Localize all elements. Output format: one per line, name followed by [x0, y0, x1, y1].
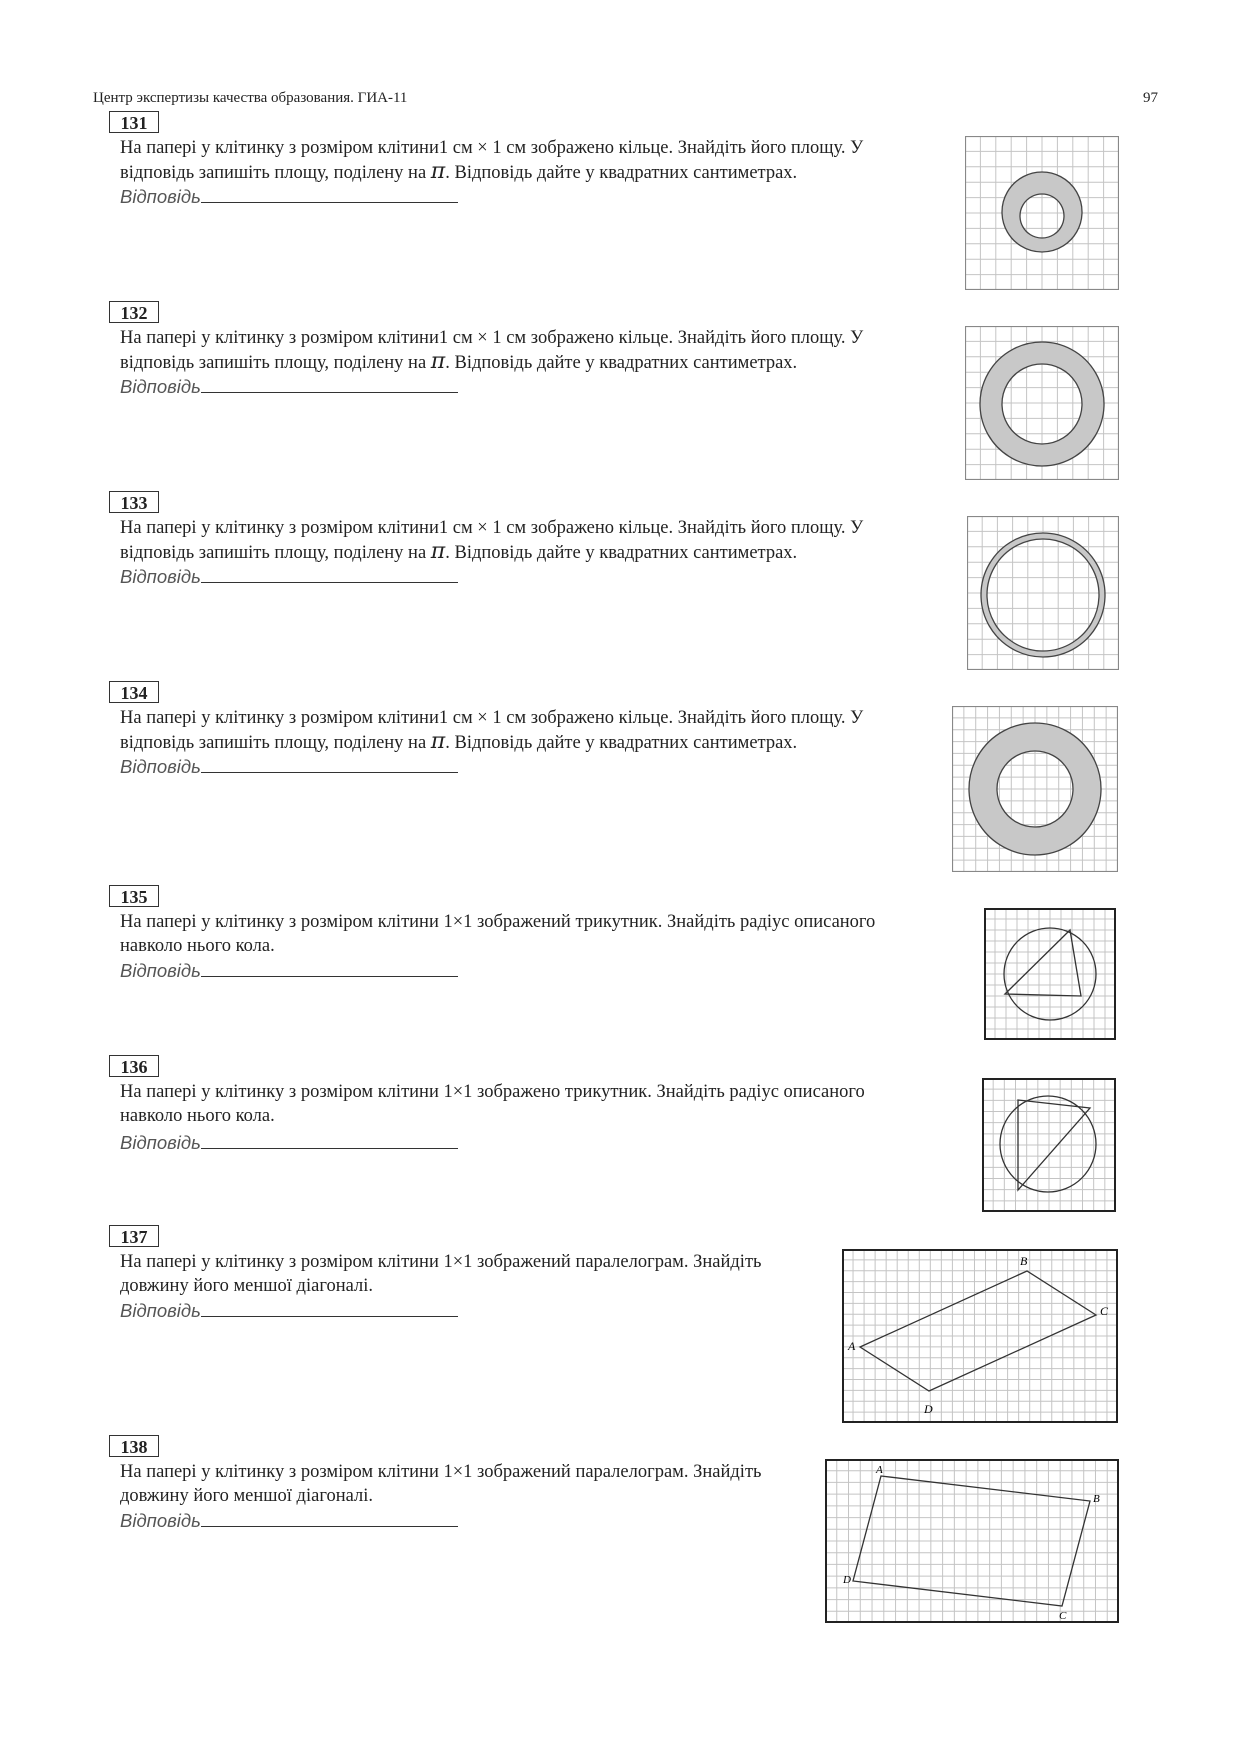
task-line-1: На папері у клітинку з розміром клітини1 см × 1 см зображено кільце. Знайдіть його площу. У: [120, 138, 864, 158]
vertex-label-c: C: [1059, 1610, 1067, 1622]
answer-label: Відповідь: [120, 960, 201, 981]
answer-field[interactable]: [120, 754, 458, 778]
answer-blank[interactable]: [201, 958, 458, 977]
page-number: 97: [1143, 90, 1158, 106]
task-number: 131: [109, 111, 159, 133]
answer-label: Відповідь: [120, 1300, 201, 1321]
task-line-1: На папері у клітинку з розміром клітини 1×1 зображений трикутник. Знайдіть радіус описаного: [120, 912, 876, 932]
answer-label: Відповідь: [120, 376, 201, 397]
vertex-label-b: B: [1093, 1493, 1100, 1505]
ring-figure-131: [965, 136, 1119, 290]
pi-symbol: π: [430, 159, 446, 184]
task-text: [120, 1250, 761, 1298]
answer-label: Відповідь: [120, 756, 201, 777]
triangle-circle-figure-135: [984, 908, 1116, 1040]
task-line-2: довжину його меншої діагоналі.: [120, 1276, 373, 1296]
task-text: [120, 136, 863, 185]
vertex-label-a: A: [876, 1464, 883, 1476]
task-line-2: навколо нього кола.: [120, 936, 275, 956]
vertex-label-c: C: [1100, 1304, 1109, 1318]
ring-figure-133: [967, 516, 1119, 670]
task-text: [120, 1460, 761, 1508]
parallelogram-figure-138: [825, 1459, 1119, 1623]
answer-field[interactable]: [120, 1508, 458, 1532]
task-text: [120, 706, 863, 755]
task-line-2: відповідь запишіть площу, поділену на π. Відповідь дайте у квадратних сантиметрах.: [120, 729, 798, 754]
task-number: 135: [109, 885, 159, 907]
ring-figure-132: [965, 326, 1119, 480]
answer-label: Відповідь: [120, 186, 201, 207]
answer-field[interactable]: [120, 1298, 458, 1322]
pi-symbol: π: [430, 349, 446, 374]
answer-field[interactable]: [120, 958, 458, 982]
answer-blank[interactable]: [201, 184, 458, 203]
answer-blank[interactable]: [201, 1508, 458, 1527]
task-number: 137: [109, 1225, 159, 1247]
task-number: 136: [109, 1055, 159, 1077]
answer-field[interactable]: [120, 1130, 458, 1154]
pi-symbol: π: [430, 729, 446, 754]
task-line-2: довжину його меншої діагоналі.: [120, 1486, 373, 1506]
pi-symbol: π: [430, 539, 446, 564]
answer-label: Відповідь: [120, 1510, 201, 1531]
answer-blank[interactable]: [201, 374, 458, 393]
parallelogram-figure-137: [842, 1249, 1118, 1423]
task-line-2: відповідь запишіть площу, поділену на π. Відповідь дайте у квадратних сантиметрах.: [120, 539, 798, 564]
answer-field[interactable]: [120, 184, 458, 208]
task-line-1: На папері у клітинку з розміром клітини 1×1 зображений паралелограм. Знайдіть: [120, 1462, 762, 1482]
answer-field[interactable]: [120, 564, 458, 588]
task-number: 133: [109, 491, 159, 513]
task-line-1: На папері у клітинку з розміром клітини 1×1 зображений паралелограм. Знайдіть: [120, 1252, 762, 1272]
task-text: [120, 1080, 865, 1128]
task-line-1: На папері у клітинку з розміром клітини 1×1 зображено трикутник. Знайдіть радіус описаного: [120, 1082, 865, 1102]
answer-field[interactable]: [120, 374, 458, 398]
answer-blank[interactable]: [201, 754, 458, 773]
vertex-label-a: A: [848, 1339, 856, 1353]
task-line-1: На папері у клітинку з розміром клітини1 см × 1 см зображено кільце. Знайдіть його площу. У: [120, 328, 864, 348]
answer-blank[interactable]: [201, 564, 458, 583]
task-number: 134: [109, 681, 159, 703]
task-line-2: навколо нього кола.: [120, 1106, 275, 1126]
task-text: [120, 326, 863, 375]
vertex-label-d: D: [843, 1574, 851, 1586]
task-line-2: відповідь запишіть площу, поділену на π. Відповідь дайте у квадратних сантиметрах.: [120, 159, 798, 184]
grid: [965, 136, 1119, 290]
triangle-circle-figure-136: [982, 1078, 1116, 1212]
vertex-label-d: D: [924, 1402, 933, 1416]
ring-figure-134: [952, 706, 1118, 872]
answer-blank[interactable]: [201, 1298, 458, 1317]
answer-label: Відповідь: [120, 566, 201, 587]
task-line-1: На папері у клітинку з розміром клітини1 см × 1 см зображено кільце. Знайдіть його площу. У: [120, 518, 864, 538]
task-text: [120, 516, 863, 565]
answer-blank[interactable]: [201, 1130, 458, 1149]
header-title: Центр экспертизы качества образования. ГИА-11: [93, 90, 408, 106]
vertex-label-b: B: [1020, 1254, 1028, 1268]
task-text: [120, 910, 875, 958]
task-number: 138: [109, 1435, 159, 1457]
task-number: 132: [109, 301, 159, 323]
task-line-2: відповідь запишіть площу, поділену на π. Відповідь дайте у квадратних сантиметрах.: [120, 349, 798, 374]
task-line-1: На папері у клітинку з розміром клітини1 см × 1 см зображено кільце. Знайдіть його площу. У: [120, 708, 864, 728]
answer-label: Відповідь: [120, 1132, 201, 1153]
